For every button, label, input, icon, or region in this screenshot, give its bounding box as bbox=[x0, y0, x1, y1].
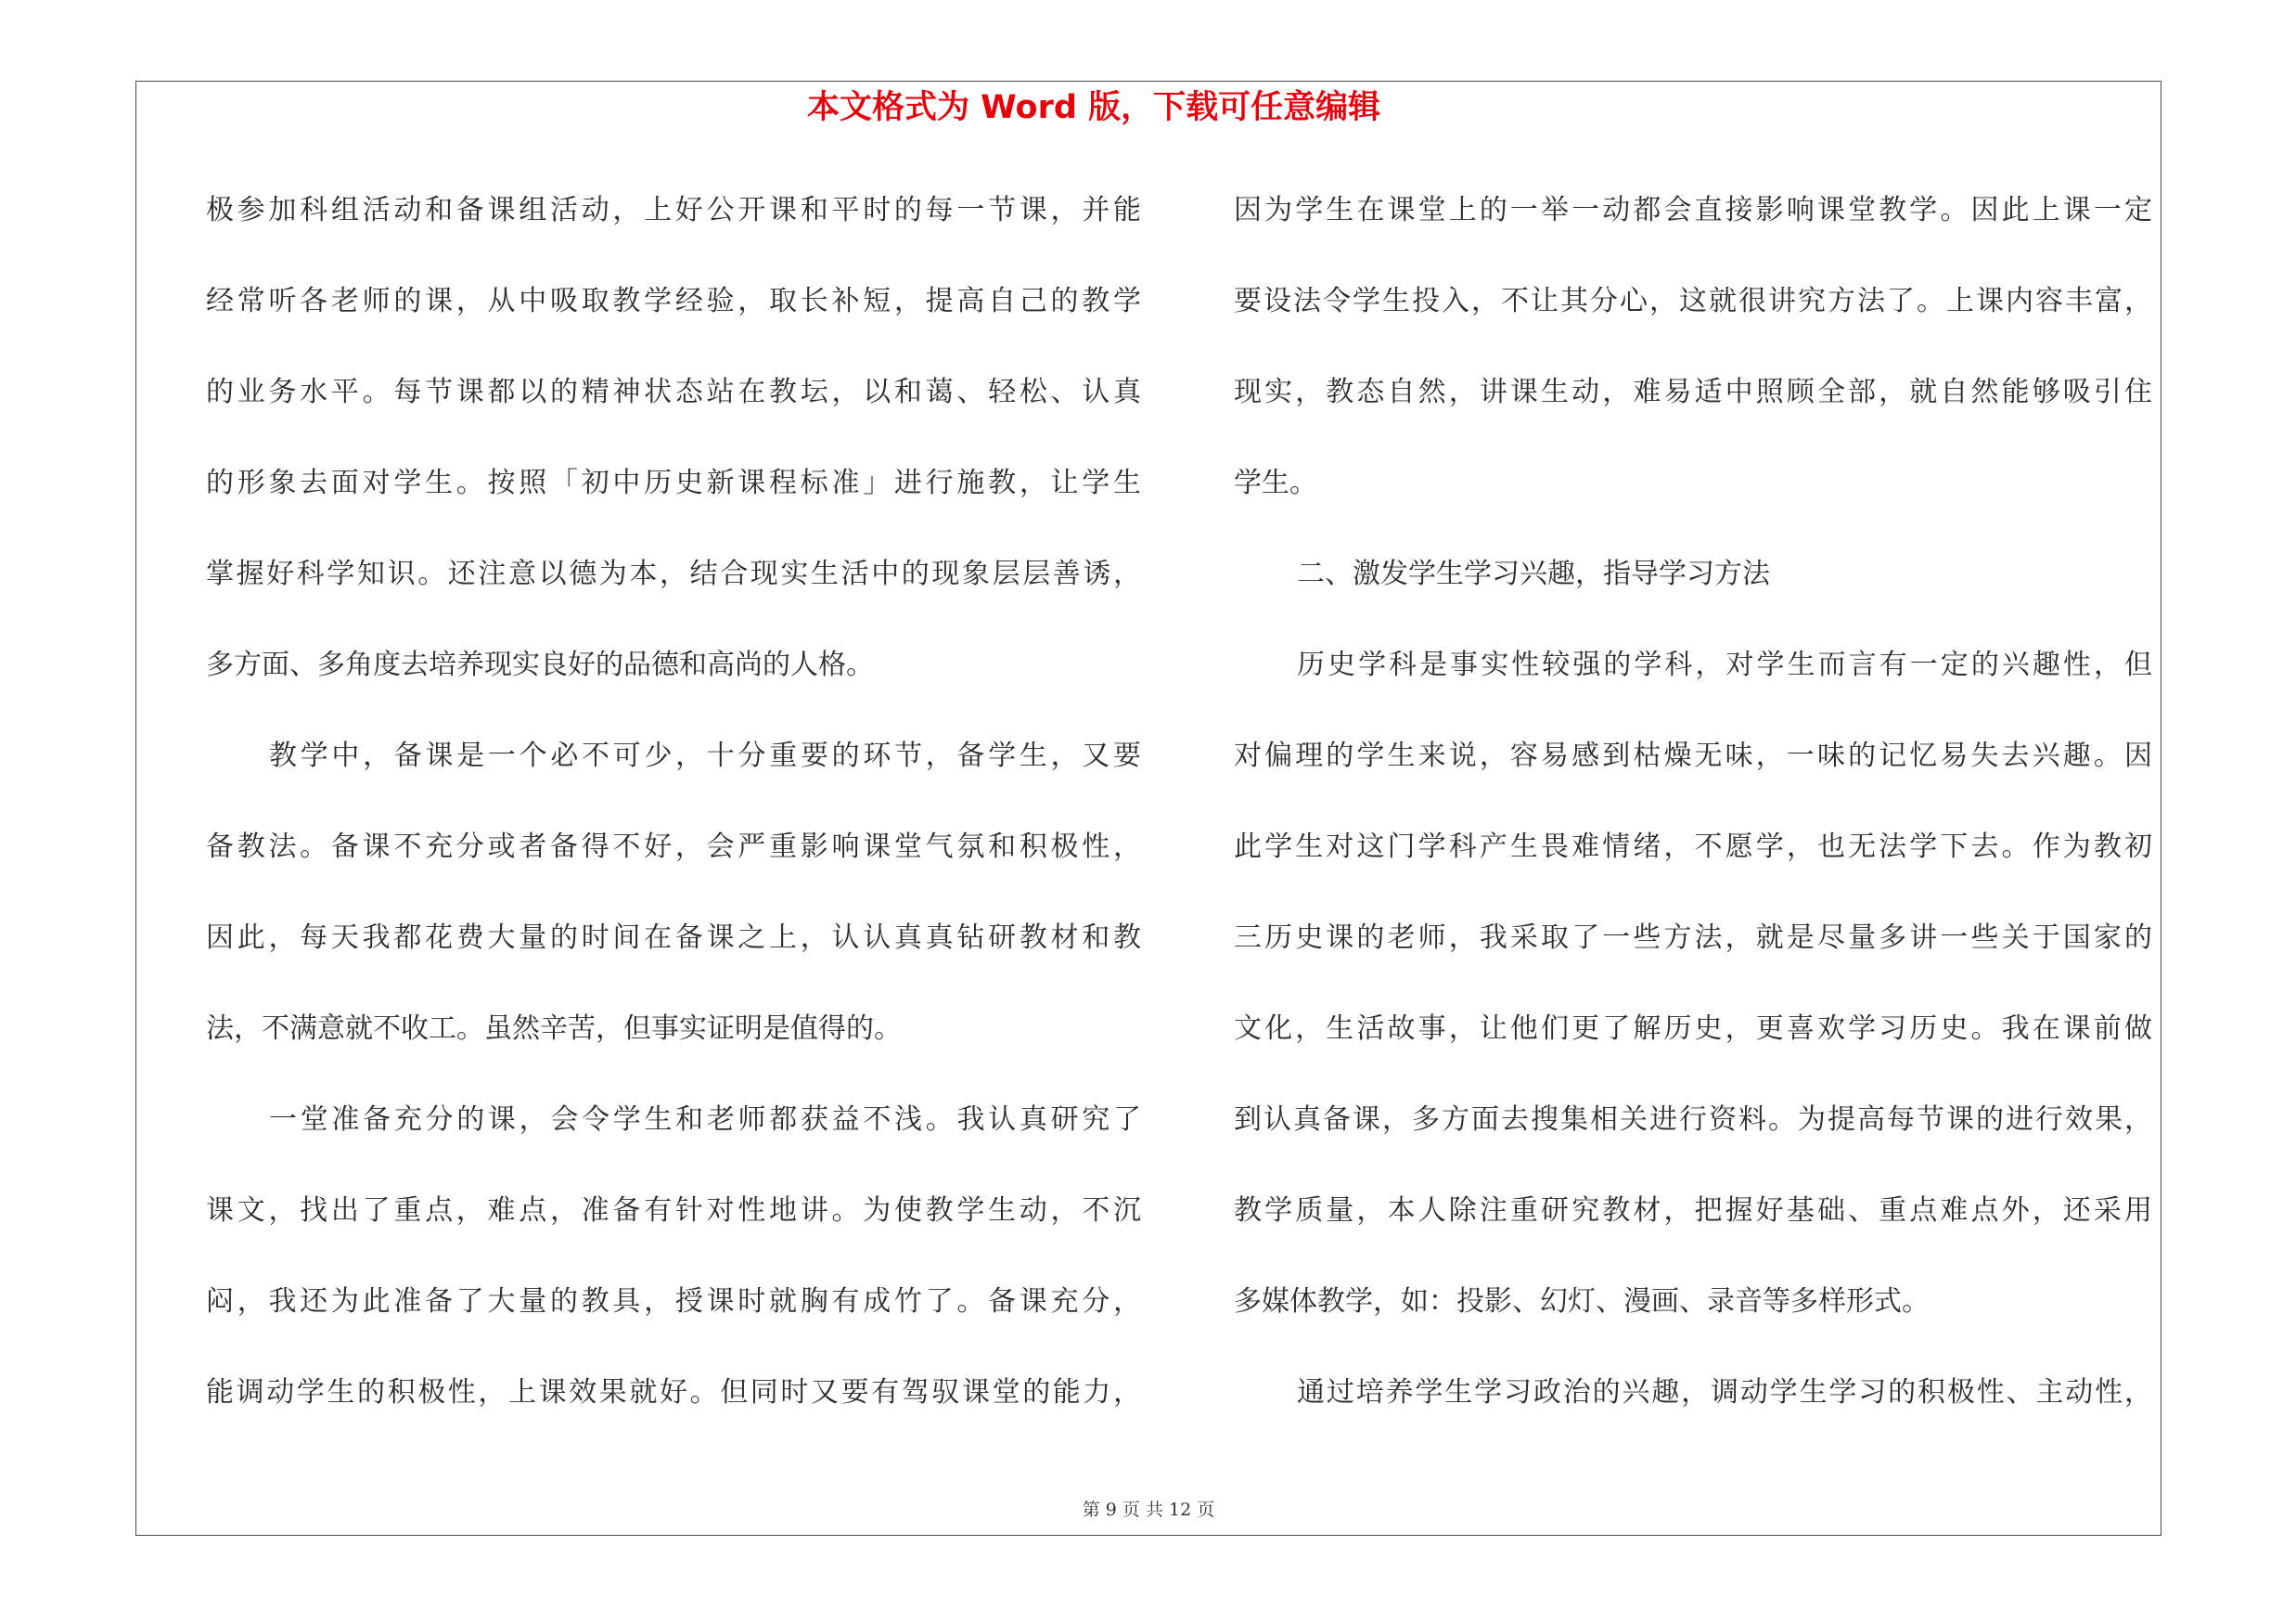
text-line: 掌握好科学知识。还注意以德为本，结合现实生活中的现象层层善诱， bbox=[206, 558, 1141, 590]
text-line: 因此，每天我都花费大量的时间在备课之上，认认真真钻研教材和教 bbox=[206, 921, 1141, 954]
text-line: 要设法令学生投入，不让其分心，这就很讲究方法了。上课内容丰富， bbox=[1234, 285, 2152, 317]
text-line: 此学生对这门学科产生畏难情绪，不愿学，也无法学下去。作为教初 bbox=[1234, 831, 2152, 863]
text-line: 多方面、多角度去培养现实良好的品德和高尚的人格。 bbox=[206, 649, 874, 681]
text-line: 历史学科是事实性较强的学科，对学生而言有一定的兴趣性，但 bbox=[1297, 649, 2152, 681]
section-heading bbox=[1234, 529, 2152, 620]
text-line: 到认真备课，多方面去搜集相关进行资料。为提高每节课的进行效果， bbox=[1234, 1103, 2152, 1136]
paragraph bbox=[1234, 620, 2152, 1347]
page-number-footer: 第 9 页 共 12 页 bbox=[1082, 1500, 1215, 1520]
text-line: 学生。 bbox=[1234, 467, 1317, 499]
text-line: 教学质量，本人除注重研究教材，把握好基础、重点难点外，还采用 bbox=[1234, 1194, 2152, 1227]
text-line: 经常听各老师的课，从中吸取教学经验，取长补短，提高自己的教学 bbox=[206, 285, 1141, 317]
paragraph bbox=[206, 711, 1141, 1075]
text-line: 文化，生活故事，让他们更了解历史，更喜欢学习历史。我在课前做 bbox=[1234, 1012, 2152, 1045]
text-column-right bbox=[1234, 165, 2152, 1438]
document-title: 本文格式为 Word 版，下载可任意编辑 bbox=[807, 89, 1381, 126]
text-line: 的业务水平。每节课都以的精神状态站在教坛，以和蔼、轻松、认真 bbox=[206, 376, 1141, 408]
text-column-left bbox=[206, 165, 1141, 1438]
text-line: 多媒体教学，如：投影、幻灯、漫画、录音等多样形式。 bbox=[1234, 1285, 1930, 1318]
text-line: 三历史课的老师，我采取了一些方法，就是尽量多讲一些关于国家的 bbox=[1234, 921, 2152, 954]
text-line: 备教法。备课不充分或者备得不好，会严重影响课堂气氛和积极性， bbox=[206, 831, 1141, 863]
text-line: 二、激发学生学习兴趣，指导学习方法 bbox=[1297, 558, 1770, 590]
text-line: 对偏理的学生来说，容易感到枯燥无味，一味的记忆易失去兴趣。因 bbox=[1234, 740, 2152, 772]
text-line: 的形象去面对学生。按照「初中历史新课程标准」进行施教，让学生 bbox=[206, 467, 1141, 499]
paragraph bbox=[1234, 1347, 2152, 1438]
text-line: 闷，我还为此准备了大量的教具，授课时就胸有成竹了。备课充分， bbox=[206, 1285, 1141, 1318]
text-line: 通过培养学生学习政治的兴趣，调动学生学习的积极性、主动性， bbox=[1297, 1376, 2152, 1409]
text-line: 教学中，备课是一个必不可少，十分重要的环节，备学生，又要 bbox=[269, 740, 1141, 772]
paragraph bbox=[206, 1075, 1141, 1438]
paragraph bbox=[1234, 165, 2152, 529]
text-line: 课文，找出了重点，难点，准备有针对性地讲。为使教学生动，不沉 bbox=[206, 1194, 1141, 1227]
paragraph bbox=[206, 165, 1141, 711]
text-line: 极参加科组活动和备课组活动，上好公开课和平时的每一节课，并能 bbox=[206, 194, 1141, 226]
text-line: 一堂准备充分的课，会令学生和老师都获益不浅。我认真研究了 bbox=[269, 1103, 1141, 1136]
text-line: 因为学生在课堂上的一举一动都会直接影响课堂教学。因此上课一定 bbox=[1234, 194, 2152, 226]
text-line: 法，不满意就不收工。虽然辛苦，但事实证明是值得的。 bbox=[206, 1012, 902, 1045]
text-line: 能调动学生的积极性，上课效果就好。但同时又要有驾驭课堂的能力， bbox=[206, 1376, 1141, 1409]
text-line: 现实，教态自然，讲课生动，难易适中照顾全部，就自然能够吸引住 bbox=[1234, 376, 2152, 408]
